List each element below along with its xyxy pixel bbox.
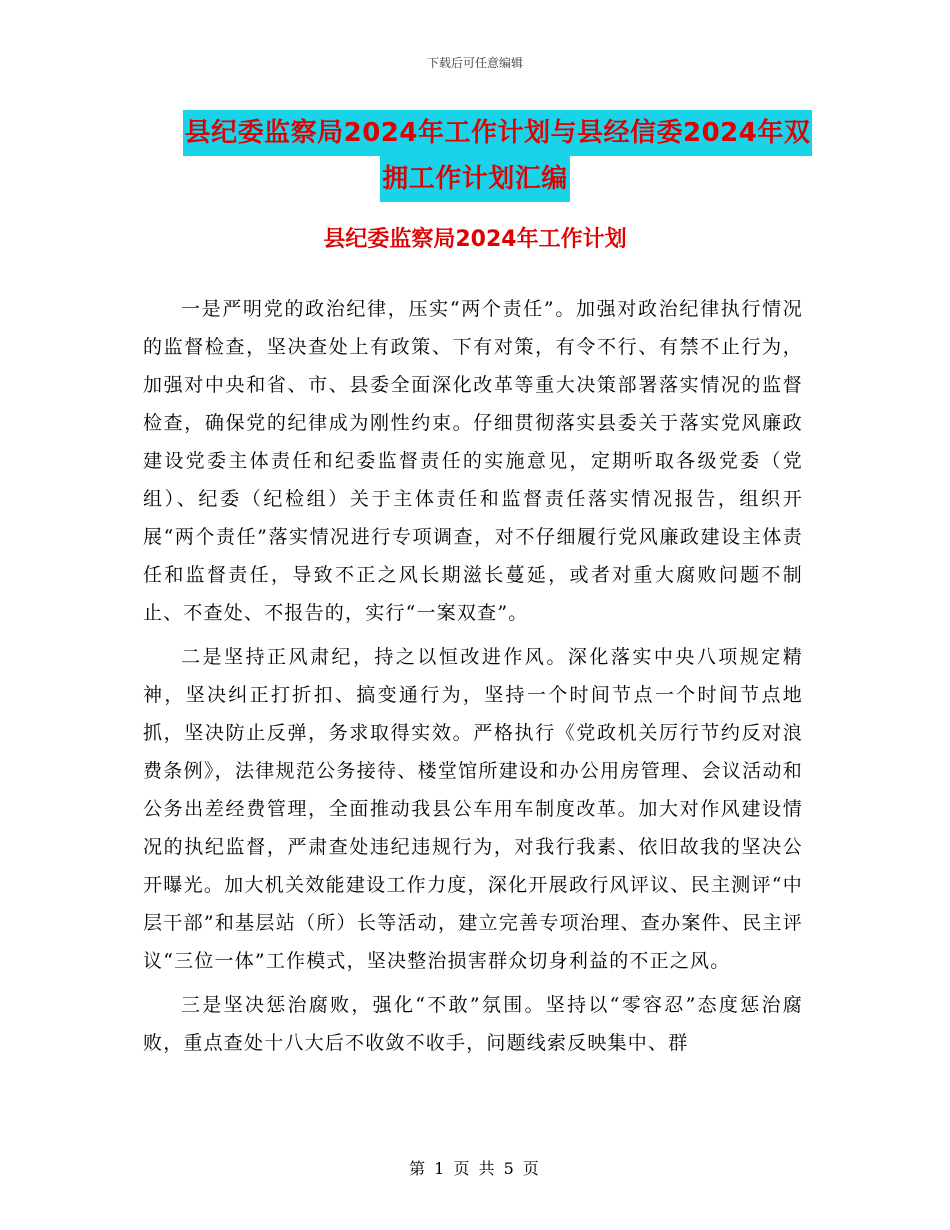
document-body xyxy=(143,290,803,1068)
document-title xyxy=(0,110,950,202)
document-title-line-1: 县纪委监察局2024年工作计划与县经信委2024年双 xyxy=(183,110,813,156)
page-footer: 第 1 页 共 5 页 xyxy=(409,1159,541,1178)
page-header-note: 下载后可任意编辑 xyxy=(426,56,523,70)
section-title: 县纪委监察局2024年工作计划 xyxy=(323,227,627,252)
document-title-line-2: 拥工作计划汇编 xyxy=(380,156,570,202)
paragraph-3: 三是坚决惩治腐败，强化“不敢”氛围。坚持以“零容忍”态度惩治腐败，重点查处十八大后不收敛不收手，问题线索反映集中、群 xyxy=(143,994,803,1054)
paragraph-2: 二是坚持正风肃纪，持之以恒改进作风。深化落实中央八项规定精神，坚决纠正打折扣、搞变通行为，坚持一个时间节点一个时间节点地抓，坚决防止反弹，务求取得实效。严格执行《党政机关厉行节约反对浪费条例》，法律规范公务接待、楼堂馆所建设和办公用房管理、会议活动和公务出差经费管理，全面推动我县公车用车制度改革。加大对作风建设情况的执纪监督，严肃查处违纪违规行为，对我行我素、依旧故我的坚决公开曝光。加大机关效能建设工作力度，深化开展政行风评议、民主测评“中层干部”和基层站（所）长等活动，建立完善专项治理、查办案件、民主评议“三位一体”工作模式，坚决整治损害群众切身利益的不正之风。 xyxy=(143,646,803,972)
paragraph-1: 一是严明党的政治纪律，压实“两个责任”。加强对政治纪律执行情况的监督检查，坚决查处上有政策、下有对策，有令不行、有禁不止行为，加强对中央和省、市、县委全面深化改革等重大决策部署落实情况的监督检查，确保党的纪律成为刚性约束。仔细贯彻落实县委关于落实党风廉政建设党委主体责任和纪委监督责任的实施意见，定期听取各级党委（党组）、纪委（纪检组）关于主体责任和监督责任落实情况报告，组织开展“两个责任”落实情况进行专项调查，对不仔细履行党风廉政建设主体责任和监督责任，导致不正之风长期滋长蔓延，或者对重大腐败问题不制止、不查处、不报告的，实行“一案双查”。 xyxy=(143,298,803,624)
